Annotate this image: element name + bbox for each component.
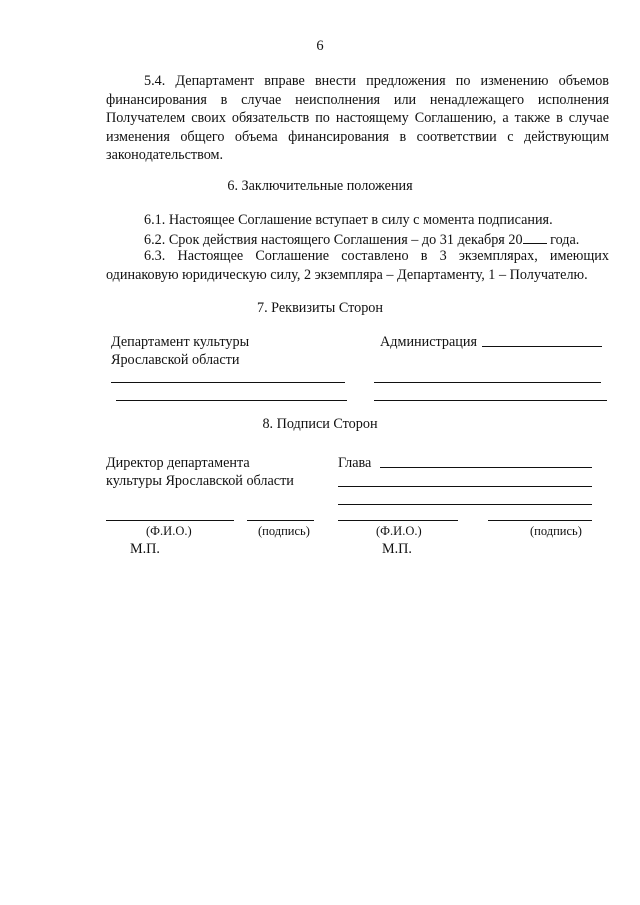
right-requisites-line-1 — [374, 382, 601, 383]
section-7-title: 7. Реквизиты Сторон — [256, 300, 383, 316]
right-position-line-2 — [338, 486, 592, 487]
right-stamp-label: М.П. — [382, 541, 412, 557]
right-party-name-line — [482, 346, 602, 347]
left-stamp-label: М.П. — [130, 541, 160, 557]
right-position-label: Глава — [338, 455, 372, 471]
right-fio-caption: (Ф.И.О.) — [376, 524, 422, 538]
page-number: 6 — [316, 38, 324, 54]
left-signature-line — [247, 520, 314, 521]
left-party-line-2: Ярославской области — [111, 352, 240, 368]
left-signature-caption: (подпись) — [258, 524, 310, 538]
paragraph-6-2-text: 6.2. Срок действия настоящего Соглашения – до 31 декабря 20 — [144, 232, 523, 248]
right-signature-line — [488, 520, 592, 521]
left-fio-caption: (Ф.И.О.) — [146, 524, 192, 538]
left-party-line-1: Департамент культуры — [111, 334, 250, 350]
year-blank-line — [523, 229, 547, 244]
left-requisites-line-2 — [116, 400, 347, 401]
right-signature-caption: (подпись) — [530, 524, 582, 538]
right-position-name-line — [380, 467, 592, 468]
paragraph-6-2-end: года. — [546, 232, 580, 248]
section-8-title: 8. Подписи Сторон — [262, 416, 378, 432]
right-requisites-line-2 — [374, 400, 607, 401]
paragraph-5-4: 5.4. Департамент вправе внести предложения по изменению объемов финансирования в случае неисполнения или ненадлежащего исполнения Получателем своих обязательств по настоящему Соглашению, а также в случае изменения общего объема финансирования в соответствии с действующим законодательством. — [106, 73, 609, 163]
paragraph-6-3: 6.3. Настоящее Соглашение составлено в 3 экземплярах, имеющих одинаковую юридическую силу, 2 экземпляра – Департаменту, 1 – Получателю. — [106, 248, 609, 283]
left-requisites-line-1 — [111, 382, 345, 383]
left-position-line-2: культуры Ярославской области — [106, 473, 294, 489]
paragraph-6-1: 6.1. Настоящее Соглашение вступает в силу с момента подписания. — [144, 212, 553, 228]
right-fio-line — [338, 520, 458, 521]
right-position-line-3 — [338, 504, 592, 505]
right-party-label: Администрация — [380, 334, 477, 350]
left-position-line-1: Директор департамента — [106, 455, 250, 471]
section-6-title: 6. Заключительные положения — [227, 178, 413, 194]
left-fio-line — [106, 520, 234, 521]
